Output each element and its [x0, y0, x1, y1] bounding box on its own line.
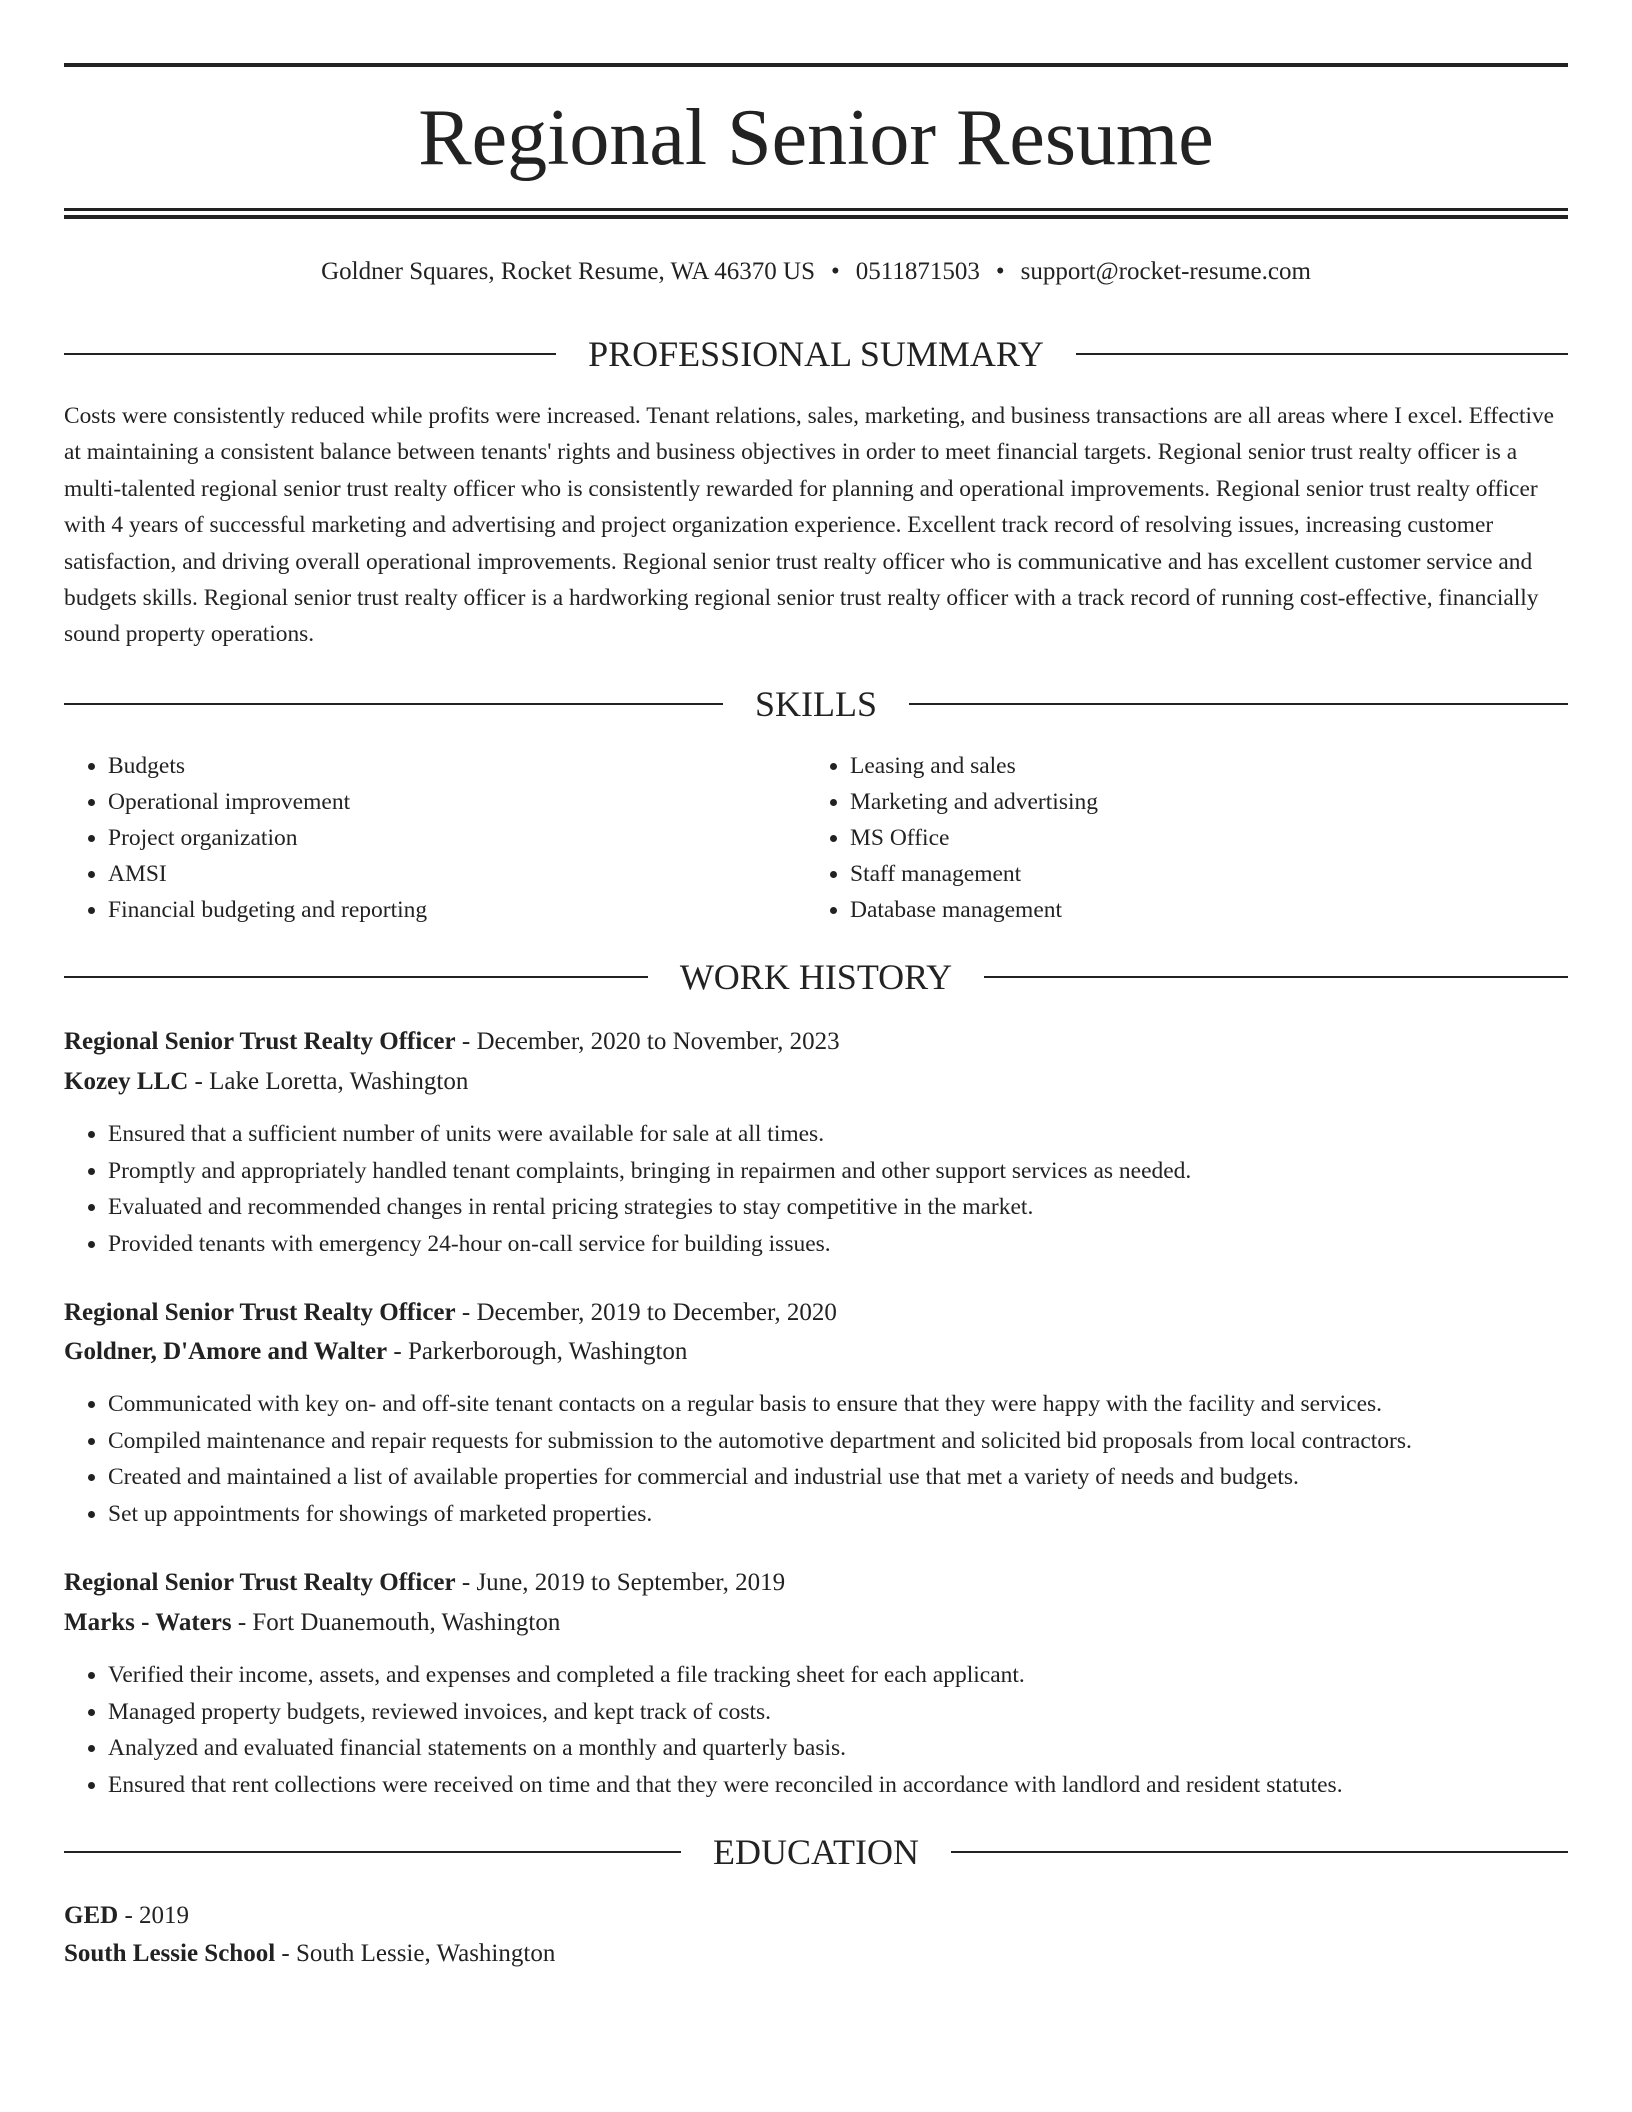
job-location: - Parkerborough, Washington [387, 1338, 688, 1365]
education-heading [64, 1830, 1568, 1874]
job-bullet: • Evaluated and recommended changes in rental pricing strategies to stay competitive in the market. [108, 1189, 1191, 1226]
contact-phone: 0511871503 [855, 258, 980, 285]
education-school: South Lessie School [64, 1940, 276, 1967]
job-title: Regional Senior Trust Realty Officer [64, 1569, 456, 1596]
job-bullets [64, 1116, 1191, 1262]
skills-list-right [806, 748, 1098, 928]
job-dates: - December, 2019 to December, 2020 [455, 1299, 837, 1326]
job-title: Regional Senior Trust Realty Officer [64, 1028, 456, 1055]
top-rule [64, 63, 1568, 67]
job-dates: - December, 2020 to November, 2023 [455, 1028, 840, 1055]
education-year: - 2019 [118, 1902, 190, 1929]
skill-item: • Operational improvement [108, 784, 427, 820]
summary-heading [64, 332, 1568, 376]
job-title: Regional Senior Trust Realty Officer [64, 1299, 456, 1326]
contact-email: support@rocket-resume.com [1020, 258, 1311, 285]
contact-separator: • [995, 258, 1005, 285]
skill-item: • Leasing and sales [850, 748, 1098, 784]
education-heading-label: EDUCATION [713, 1832, 919, 1872]
title-rule-lower [64, 215, 1568, 219]
skill-item: • Marketing and advertising [850, 784, 1098, 820]
job-bullet: • Ensured that a sufficient number of units were available for sale at all times. [108, 1116, 1191, 1153]
heading-rule [909, 703, 1568, 705]
job-title-line [64, 1024, 1568, 1060]
job-bullet: • Ensured that rent collections were received on time and that they were reconciled in accordance with landlord and resident statutes. [108, 1767, 1343, 1804]
education-degree-line [64, 1898, 1568, 1934]
job-company: Goldner, D'Amore and Walter [64, 1338, 388, 1365]
job-bullets [64, 1657, 1343, 1803]
education-location: - South Lessie, Washington [275, 1940, 556, 1967]
contact-separator: • [831, 258, 840, 285]
heading-rule [64, 976, 648, 978]
skill-item: • Database management [850, 892, 1098, 928]
heading-rule [1076, 353, 1568, 355]
summary-heading-label: PROFESSIONAL SUMMARY [588, 334, 1044, 374]
heading-rule [984, 976, 1568, 978]
skill-item: • Budgets [108, 748, 427, 784]
job-company: Marks - Waters [64, 1609, 232, 1636]
skill-item: • Project organization [108, 820, 427, 856]
education-school-line [64, 1936, 1568, 1972]
skill-item: • Staff management [850, 856, 1098, 892]
skill-item: • Financial budgeting and reporting [108, 892, 427, 928]
job-dates: - June, 2019 to September, 2019 [455, 1569, 786, 1596]
job-bullets [64, 1386, 1412, 1532]
skills-heading-label: SKILLS [755, 684, 878, 724]
job-bullet: • Compiled maintenance and repair requests for submission to the automotive department and solicited bid proposals from local contractors. [108, 1423, 1412, 1460]
job-title-line [64, 1565, 1568, 1601]
job-bullet: • Communicated with key on- and off-site tenant contacts on a regular basis to ensure that they were happy with the facility and services. [108, 1386, 1412, 1423]
title-rule-upper [64, 208, 1568, 211]
job-company-line [64, 1064, 1568, 1100]
resume-title: Regional Senior Resume [418, 94, 1214, 182]
skills-list-left [64, 748, 427, 928]
job-bullet: • Provided tenants with emergency 24-hour on-call service for building issues. [108, 1226, 1191, 1263]
job-location: - Lake Loretta, Washington [188, 1068, 469, 1095]
summary-text: Costs were consistently reduced while profits were increased. Tenant relations, sales, marketing, and business transactions are all areas where I excel. Effective at maintaining a consistent balance between tenants' rights and business objectives in order to meet financial targets. Regional senior trust realty officer is a multi-talented regional senior trust realty officer who is consistently rewarded for planning and operational improvements. Regional senior trust realty officer with 4 years of successful marketing and advertising and project organization experience. Excellent track record of resolving issues, increasing customer satisfaction, and driving overall operational improvements. Regional senior trust realty officer who is communicative and has excellent customer service and budgets skills. Regional senior trust realty officer is a hardworking regional senior trust realty officer with a track record of running cost-effective, financially sound property operations. [64, 403, 1555, 648]
job-company: Kozey LLC [64, 1068, 189, 1095]
job-bullet: • Verified their income, assets, and expenses and completed a file tracking sheet for each applicant. [108, 1657, 1343, 1694]
job-company-line [64, 1605, 1568, 1641]
skill-item: • AMSI [108, 856, 427, 892]
job-title-line [64, 1295, 1568, 1331]
work-heading-label: WORK HISTORY [679, 957, 953, 997]
job-bullet: • Analyzed and evaluated financial statements on a monthly and quarterly basis. [108, 1730, 1343, 1767]
job-company-line [64, 1334, 1568, 1370]
heading-rule [64, 353, 556, 355]
skills-heading [64, 682, 1568, 726]
job-bullet: • Set up appointments for showings of marketed properties. [108, 1496, 1412, 1533]
job-bullet: • Managed property budgets, reviewed invoices, and kept track of costs. [108, 1694, 1343, 1731]
heading-rule [64, 1851, 681, 1853]
job-bullet: • Created and maintained a list of available properties for commercial and industrial use that met a variety of needs and budgets. [108, 1459, 1412, 1496]
heading-rule [951, 1851, 1568, 1853]
job-location: - Fort Duanemouth, Washington [231, 1609, 561, 1636]
job-bullet: • Promptly and appropriately handled tenant complaints, bringing in repairmen and other support services as needed. [108, 1153, 1191, 1190]
skill-item: • MS Office [850, 820, 1098, 856]
education-degree: GED [64, 1902, 119, 1929]
contact-address: Goldner Squares, Rocket Resume, WA 46370 US [321, 258, 816, 285]
work-heading [64, 955, 1568, 999]
heading-rule [64, 703, 723, 705]
contact-line [64, 255, 1568, 289]
